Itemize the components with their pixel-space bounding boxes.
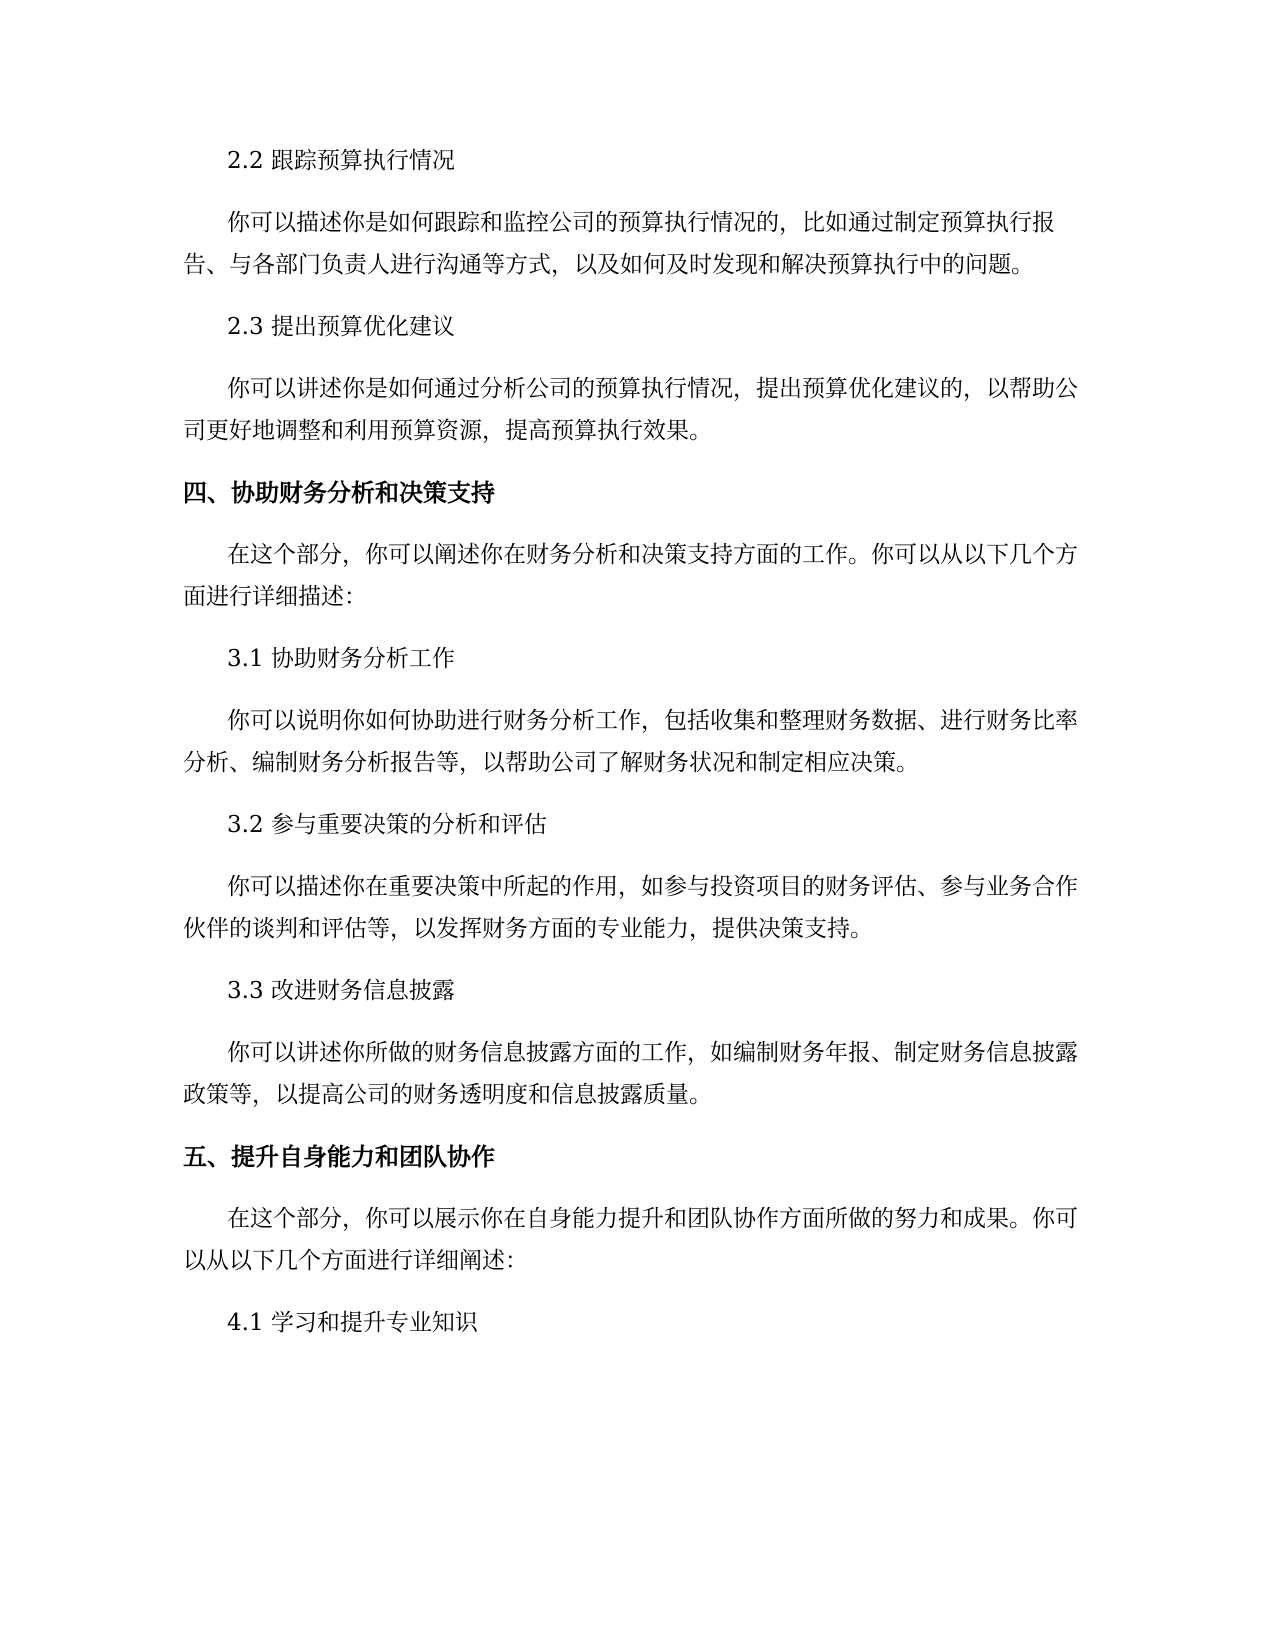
paragraph-budget-optimization: 你可以讲述你是如何通过分析公司的预算执行情况，提出预算优化建议的，以帮助公司更好地调整和利用预算资源，提高预算执行效果。 <box>183 376 1078 444</box>
section-title-5: 五、提升自身能力和团队协作 <box>183 1143 495 1171</box>
document-body <box>183 140 1083 1364</box>
paragraph-decision-support: 你可以描述你在重要决策中所起的作用，如参与投资项目的财务评估、参与业务合作伙伴的谈判和评估等，以发挥财务方面的专业能力，提供决策支持。 <box>183 874 1078 942</box>
section-title-4: 四、协助财务分析和决策支持 <box>183 479 495 507</box>
paragraph-section-5-intro: 在这个部分，你可以展示你在自身能力提升和团队协作方面所做的努力和成果。你可以从以下几个方面进行详细阐述： <box>183 1206 1078 1274</box>
subheading-3-1: 3.1 协助财务分析工作 <box>227 646 455 672</box>
subheading-3-2: 3.2 参与重要决策的分析和评估 <box>227 812 547 838</box>
subheading-2-2: 2.2 跟踪预算执行情况 <box>227 148 455 174</box>
subheading-2-3: 2.3 提出预算优化建议 <box>227 314 455 340</box>
paragraph-budget-tracking: 你可以描述你是如何跟踪和监控公司的预算执行情况的，比如通过制定预算执行报告、与各部门负责人进行沟通等方式，以及如何及时发现和解决预算执行中的问题。 <box>183 210 1055 278</box>
paragraph-disclosure: 你可以讲述你所做的财务信息披露方面的工作，如编制财务年报、制定财务信息披露政策等，以提高公司的财务透明度和信息披露质量。 <box>183 1040 1078 1108</box>
paragraph-section-4-intro: 在这个部分，你可以阐述你在财务分析和决策支持方面的工作。你可以从以下几个方面进行详细描述： <box>183 542 1078 610</box>
subheading-3-3: 3.3 改进财务信息披露 <box>227 978 455 1004</box>
subheading-4-1: 4.1 学习和提升专业知识 <box>227 1310 478 1336</box>
paragraph-financial-analysis: 你可以说明你如何协助进行财务分析工作，包括收集和整理财务数据、进行财务比率分析、编制财务分析报告等，以帮助公司了解财务状况和制定相应决策。 <box>183 708 1078 776</box>
